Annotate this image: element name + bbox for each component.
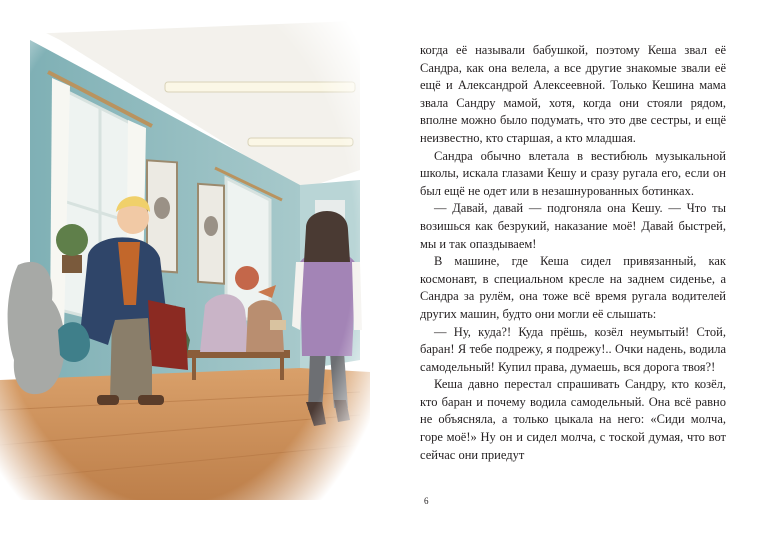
paragraph: В машине, где Кеша сидел привязанный, как космонавт, в специальном кресле на заднем сиденье, а Сандра за рулём, она тоже всё время ругала водителей других машин, будто они могли её слышать:: [420, 254, 726, 321]
paragraph: Сандра обычно влетала в вестибюль музыкальной школы, искала глазами Кешу и сразу ругала его, если он был ещё не одет или в незашнурованных ботинках.: [420, 148, 726, 198]
page-number: 6: [424, 496, 429, 506]
paragraph: когда её называли бабушкой, поэтому Кеша звал её Сандра, как она велела, а все другие знакомые звали её ещё и Александрой Алексеевной. Только Кешина мама звала Сандру мамой, хотя, когда они стояли рядом, вполне можно было подумать, что это две сестры, и ещё неизвестно, кто старшая, а кто младшая.: [420, 43, 726, 145]
illustration: [0, 0, 380, 540]
paragraph: — Ну, куда?! Куда прёшь, козёл неумытый! Стой, баран! Я тебе подрежу, я подрежу!.. Очки надень, водила самодельный! Купил права, думаешь, вся дорога твоя?!: [420, 324, 726, 374]
paragraph: — Давай, давай — подгоняла она Кешу. — Что ты возишься как безрукий, наказание моё! Давай быстрей, мы и так опаздываем!: [420, 201, 726, 251]
paragraph: Кеша давно перестал спрашивать Сандру, кто козёл, кто баран и почему водила самодельный. Она всё равно не объясняла, а только цыкала на него: «Сиди молча, горе моё!» Ну он и сидел молча, с тоской думая, что вот сейчас они приедут: [420, 377, 726, 462]
illustration-hallway-scene: [0, 0, 380, 540]
text-page: [420, 42, 726, 464]
